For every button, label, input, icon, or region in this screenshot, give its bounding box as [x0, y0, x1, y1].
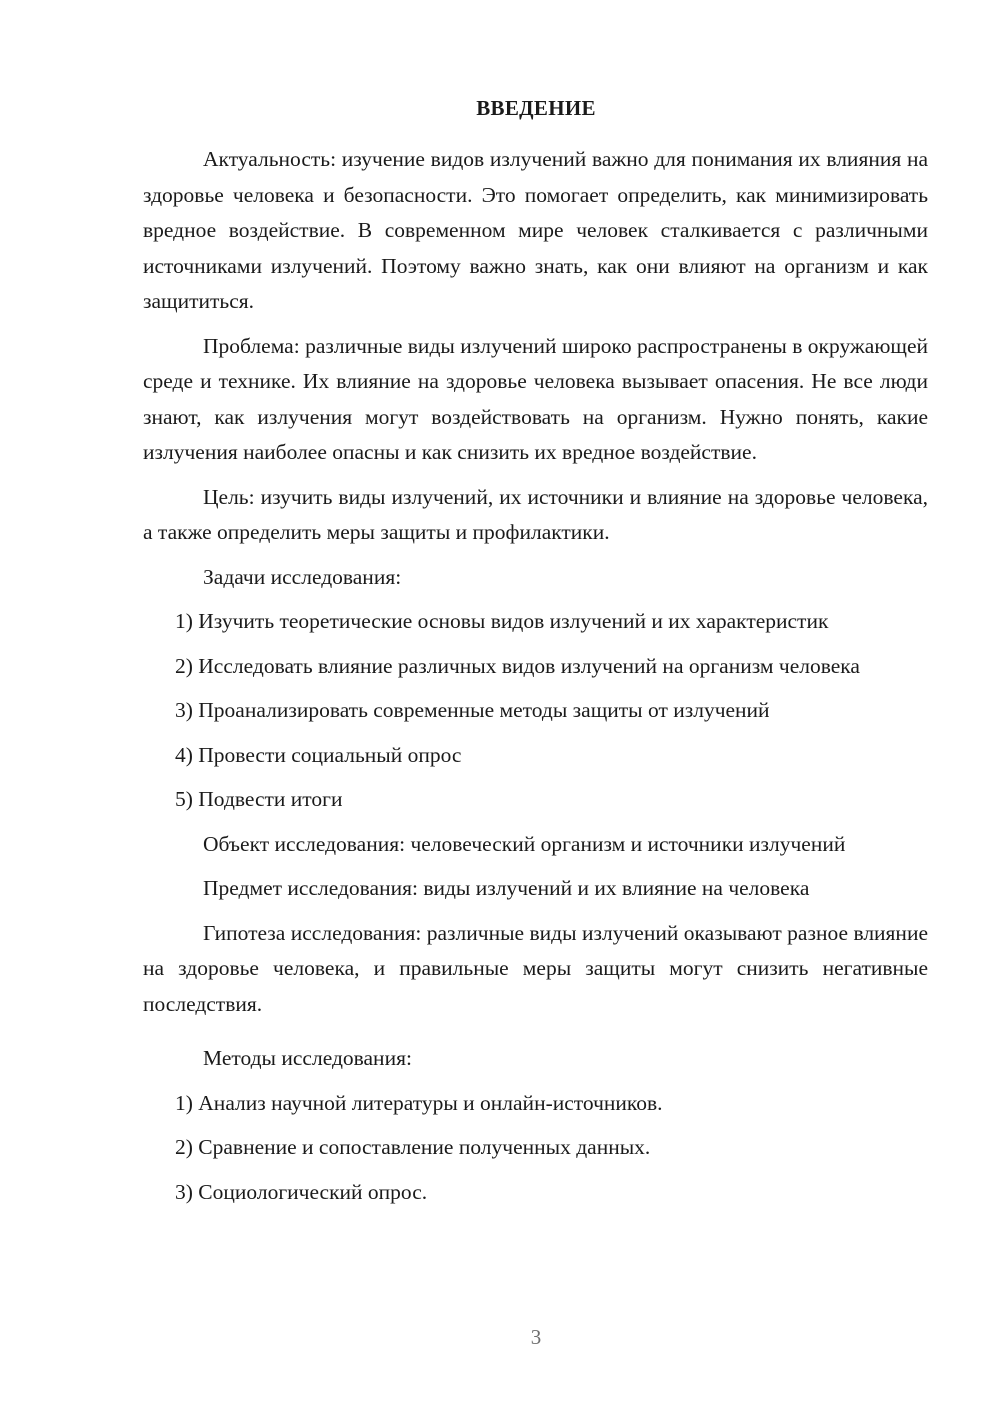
task-item-3: 3) Проанализировать современные методы защиты от излучений	[175, 698, 770, 722]
tasks-title: Задачи исследования:	[203, 564, 402, 589]
page-title: ВВЕДЕНИЕ	[476, 96, 596, 120]
task-item-4: 4) Провести социальный опрос	[175, 742, 462, 767]
object-paragraph: Объект исследования: человеческий организм и источники излучений	[203, 831, 846, 856]
problem-paragraph: Проблема: различные виды излучений широко распространены в окружающей среде и технике. Их влияние на здоровье человека вызывает опасения. Не все люди знают, как излучения могут воздействовать на организм. Нужно понять, какие излучения наиболее опасны и как снизить их вредное воздействие.	[143, 333, 928, 464]
method-item-2: 2) Сравнение и сопоставление полученных данных.	[175, 1135, 651, 1159]
method-item-3: 3) Социологический опрос.	[175, 1179, 428, 1204]
page-number: 3	[530, 1325, 542, 1349]
method-item-1: 1) Анализ научной литературы и онлайн-источников.	[175, 1090, 663, 1115]
goal-paragraph: Цель: изучить виды излучений, их источники и влияние на здоровье человека, а также определить меры защиты и профилактики.	[143, 484, 928, 544]
hypothesis-paragraph: Гипотеза исследования: различные виды излучений оказывают разное влияние на здоровье человека, и правильные меры защиты могут снизить негативные последствия.	[143, 920, 928, 1016]
task-item-1: 1) Изучить теоретические основы видов излучений и их характеристик	[175, 609, 829, 633]
task-item-5: 5) Подвести итоги	[175, 787, 343, 811]
methods-title: Методы исследования:	[203, 1046, 412, 1070]
document-body	[143, 142, 928, 1219]
task-item-2: 2) Исследовать влияние различных видов излучений на организм человека	[175, 653, 860, 678]
subject-paragraph: Предмет исследования: виды излучений и их влияние на человека	[203, 876, 810, 900]
relevance-paragraph: Актуальность: изучение видов излучений важно для понимания их влияния на здоровье человека и безопасности. Это помогает определить, как минимизировать вредное воздействие. В современном мире человек сталкивается с различными источниками излучений. Поэтому важно знать, как они влияют на организм и как защититься.	[143, 147, 928, 313]
